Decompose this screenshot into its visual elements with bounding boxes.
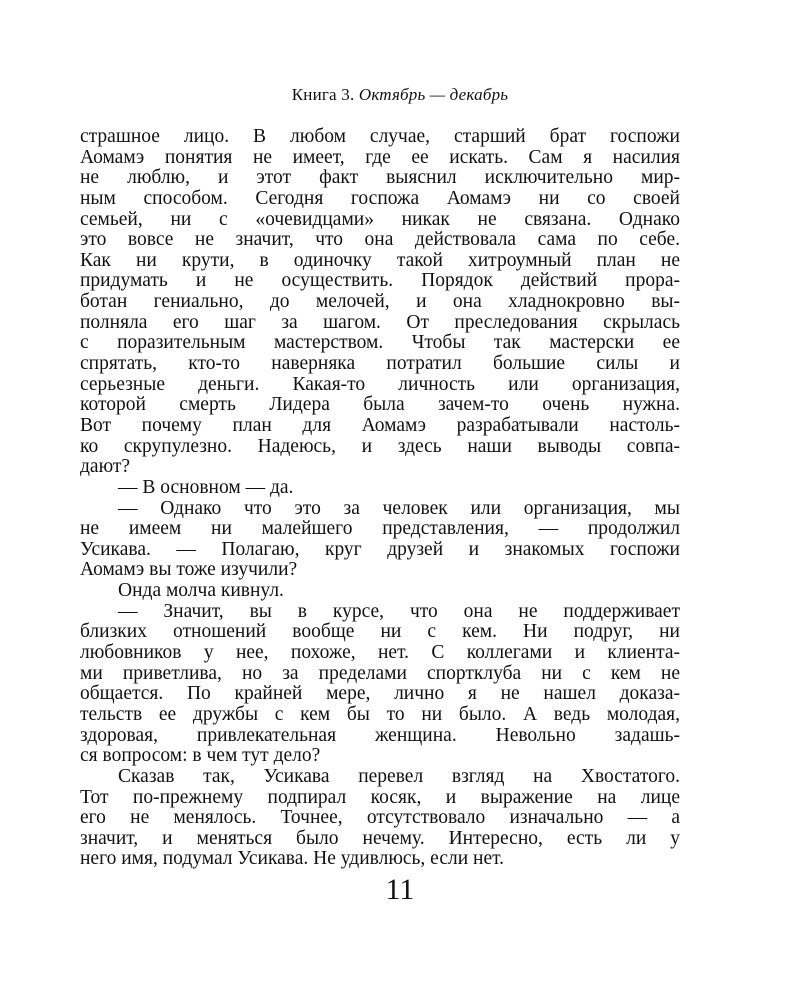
text-line: ботан гениально, до мелочей, и она хладнокровно вы- (80, 292, 680, 313)
text-line: него имя, подумал Усикава. Не удивлюсь, если нет. (80, 849, 505, 870)
text-line: Вот почему план для Аомамэ разрабатывали настоль- (80, 415, 680, 436)
text-line: его не менялось. Точнее, отсутствовало изначально — а (80, 808, 680, 829)
text-line: которой смерть Лидера была зачем-то очень нужна. (80, 395, 680, 416)
text-line: ко скрупулезно. Надеюсь, и здесь наши выводы совпа- (80, 436, 680, 457)
text-line: значит, и меняться было нечему. Интересно, есть ли у (80, 828, 680, 849)
text-line: дают? (80, 457, 131, 478)
text-line: страшное лицо. В любом случае, старший брат госпожи (80, 127, 680, 147)
text-line: не люблю, и этот факт выяснил исключительно мир- (80, 168, 680, 189)
text-line: ным способом. Сегодня госпожа Аомамэ ни со своей (80, 188, 680, 209)
text-line: Тот по-прежнему подпирал косяк, и выражение на лице (80, 787, 680, 808)
running-head-subtitle: Октябрь — декабрь (358, 85, 509, 104)
page-number: 11 (385, 873, 415, 906)
text-line: с поразительным мастерством. Чтобы так мастерски ее (80, 333, 680, 354)
text-line: Аомамэ вы тоже изучили? (80, 560, 298, 581)
text-line: — Однако что это за человек или организация, мы (118, 498, 680, 519)
text-line: тельств ее дружбы с кем бы то ни было. А ведь молодая, (80, 704, 680, 725)
text-line: семьей, ни с «очевидцами» никак не связана. Однако (80, 209, 680, 230)
running-head (0, 84, 800, 106)
text-line: Как ни крути, в одиночку такой хитроумный план не (80, 250, 680, 271)
text-line: полняла его шаг за шагом. От преследования скрылась (80, 312, 680, 333)
text-line: не имеем ни малейшего представления, — продолжил (80, 519, 680, 540)
text-line: ми приветлива, но за пределами спортклуба ни с кем не (80, 663, 680, 684)
text-line: придумать и не осуществить. Порядок действий прора- (80, 271, 680, 292)
body-text (80, 127, 680, 870)
text-line: — Значит, вы в курсе, что она не поддерживает (118, 601, 680, 622)
text-line: серьезные деньги. Какая-то личность или организация, (80, 374, 680, 395)
text-line: Сказав так, Усикава перевел взгляд на Хвостатого. (118, 766, 680, 787)
text-line: общается. По крайней мере, лично я не нашел доказа- (80, 684, 680, 705)
text-line: Онда молча кивнул. (118, 581, 284, 602)
text-line: ся вопросом: в чем тут дело? (80, 746, 321, 767)
text-line: это вовсе не значит, что она действовала сама по себе. (80, 230, 680, 251)
text-line: любовников у нее, похоже, нет. С коллегами и клиента- (80, 643, 680, 664)
text-line: Аомамэ понятия не имеет, где ее искать. Сам я насилия (80, 147, 680, 168)
text-line: Усикава. — Полагаю, круг друзей и знакомых госпожи (80, 539, 680, 560)
text-line: спрятать, кто-то наверняка потратил большие силы и (80, 354, 680, 375)
running-head-book: Книга 3. (291, 85, 355, 104)
text-line: близких отношений вообще ни с кем. Ни подруг, ни (80, 622, 680, 643)
text-line: здоровая, привлекательная женщина. Невольно задашь- (80, 725, 680, 746)
text-line: — В основном — да. (118, 477, 294, 498)
